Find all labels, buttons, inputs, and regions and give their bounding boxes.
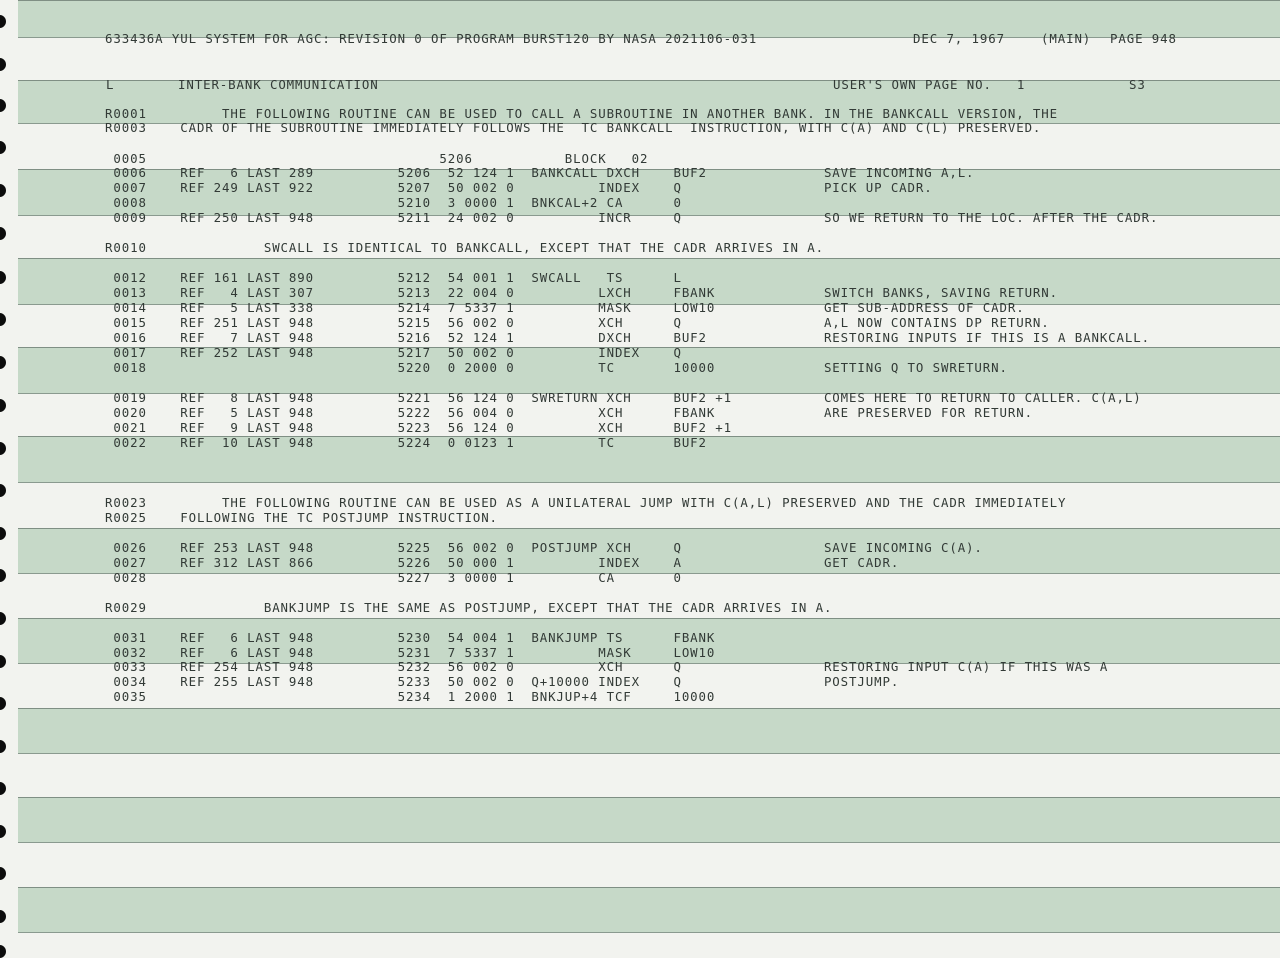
feed-hole — [0, 227, 6, 240]
feed-hole — [0, 527, 6, 540]
tractor-feed-holes — [0, 0, 10, 956]
feed-hole — [0, 141, 6, 154]
feed-hole — [0, 655, 6, 668]
listing-section: (MAIN) — [1041, 31, 1092, 46]
remark-line: R0029 BANKJUMP IS THE SAME AS POSTJUMP, EXCEPT THAT THE CADR ARRIVES IN A. — [105, 600, 833, 615]
green-bar — [18, 708, 1280, 754]
listing-page-number: PAGE 948 — [1110, 31, 1177, 46]
code-line: 0021 REF 9 LAST 948 5223 56 124 0 XCH BUF2 +1 — [105, 420, 732, 435]
feed-hole — [0, 15, 6, 28]
feed-hole — [0, 569, 6, 582]
feed-hole — [0, 697, 6, 710]
listing-date: DEC 7, 1967 — [913, 31, 1005, 46]
code-line: 0012 REF 161 LAST 890 5212 54 001 1 SWCALL TS L — [105, 270, 682, 285]
code-line: 0005 5206 BLOCK 02 — [105, 151, 649, 166]
feed-hole — [0, 612, 6, 625]
feed-hole — [0, 740, 6, 753]
code-line: 0022 REF 10 LAST 948 5224 0 0123 1 TC BUF2 — [105, 435, 707, 450]
green-bar — [18, 797, 1280, 843]
green-bar — [18, 887, 1280, 933]
code-line: 0018 5220 0 2000 0 TC 10000 SETTING Q TO SWRETURN. — [105, 360, 1008, 375]
code-line: 0034 REF 255 LAST 948 5233 50 002 0 Q+10000 INDEX Q POSTJUMP. — [105, 674, 900, 689]
code-line: 0009 REF 250 LAST 948 5211 24 002 0 INCR Q SO WE RETURN TO THE LOC. AFTER THE CADR. — [105, 210, 1159, 225]
remark-line: R0023 THE FOLLOWING ROUTINE CAN BE USED AS A UNILATERAL JUMP WITH C(A,L) PRESERVED AND THE CADR IMMEDIATELY — [105, 495, 1067, 510]
log-code: S3 — [1129, 77, 1146, 92]
feed-hole — [0, 313, 6, 326]
feed-hole — [0, 58, 6, 71]
code-line: 0032 REF 6 LAST 948 5231 7 5337 1 MASK LOW10 — [105, 645, 716, 660]
code-line: 0006 REF 6 LAST 289 5206 52 124 1 BANKCALL DXCH BUF2 SAVE INCOMING A,L. — [105, 165, 975, 180]
feed-hole — [0, 484, 6, 497]
feed-hole — [0, 910, 6, 923]
feed-hole — [0, 356, 6, 369]
code-line: 0015 REF 251 LAST 948 5215 56 002 0 XCH Q A,L NOW CONTAINS DP RETURN. — [105, 315, 1050, 330]
log-marker: L — [106, 77, 115, 92]
code-line: 0017 REF 252 LAST 948 5217 50 002 0 INDEX Q — [105, 345, 682, 360]
code-line: 0013 REF 4 LAST 307 5213 22 004 0 LXCH FBANK SWITCH BANKS, SAVING RETURN. — [105, 285, 1059, 300]
code-line: 0007 REF 249 LAST 922 5207 50 002 0 INDEX Q PICK UP CADR. — [105, 180, 933, 195]
code-line: 0027 REF 312 LAST 866 5226 50 000 1 INDEX A GET CADR. — [105, 555, 900, 570]
feed-hole — [0, 825, 6, 838]
code-line: 0028 5227 3 0000 1 CA 0 — [105, 570, 682, 585]
log-section-title: INTER-BANK COMMUNICATION — [178, 77, 379, 92]
code-line: 0016 REF 7 LAST 948 5216 52 124 1 DXCH BUF2 RESTORING INPUTS IF THIS IS A BANKCALL. — [105, 330, 1150, 345]
feed-hole — [0, 99, 6, 112]
code-line: 0014 REF 5 LAST 338 5214 7 5337 1 MASK LOW10 GET SUB-ADDRESS OF CADR. — [105, 300, 1025, 315]
feed-hole — [0, 782, 6, 795]
feed-hole — [0, 184, 6, 197]
code-line: 0033 REF 254 LAST 948 5232 56 002 0 XCH Q RESTORING INPUT C(A) IF THIS WAS A — [105, 659, 1109, 674]
remark-line: R0010 SWCALL IS IDENTICAL TO BANKCALL, EXCEPT THAT THE CADR ARRIVES IN A. — [105, 240, 824, 255]
code-line: 0035 5234 1 2000 1 BNKJUP+4 TCF 10000 — [105, 689, 716, 704]
remark-line: R0025 FOLLOWING THE TC POSTJUMP INSTRUCTION. — [105, 510, 498, 525]
feed-hole — [0, 442, 6, 455]
feed-hole — [0, 867, 6, 880]
feed-hole — [0, 945, 6, 958]
code-line: 0020 REF 5 LAST 948 5222 56 004 0 XCH FBANK ARE PRESERVED FOR RETURN. — [105, 405, 1033, 420]
remark-line: R0003 CADR OF THE SUBROUTINE IMMEDIATELY FOLLOWS THE TC BANKCALL INSTRUCTION, WITH C(A) AND C(L) PRESERVED. — [105, 120, 1042, 135]
feed-hole — [0, 399, 6, 412]
code-line: 0026 REF 253 LAST 948 5225 56 002 0 POSTJUMP XCH Q SAVE INCOMING C(A). — [105, 540, 983, 555]
remark-line: R0001 THE FOLLOWING ROUTINE CAN BE USED TO CALL A SUBROUTINE IN ANOTHER BANK. IN THE BANKCALL VERSION, THE — [105, 106, 1059, 121]
listing-header-title: 633436A YUL SYSTEM FOR AGC: REVISION 0 OF PROGRAM BURST120 BY NASA 2021106-031 — [105, 31, 758, 46]
code-line: 0019 REF 8 LAST 948 5221 56 124 0 SWRETURN XCH BUF2 +1 COMES HERE TO RETURN TO CALLER. C(A,L) — [105, 390, 1142, 405]
code-line: 0031 REF 6 LAST 948 5230 54 004 1 BANKJUMP TS FBANK — [105, 630, 716, 645]
user-page-number: USER'S OWN PAGE NO. 1 — [833, 77, 1026, 92]
code-line: 0008 5210 3 0000 1 BNKCAL+2 CA 0 — [105, 195, 682, 210]
feed-hole — [0, 271, 6, 284]
